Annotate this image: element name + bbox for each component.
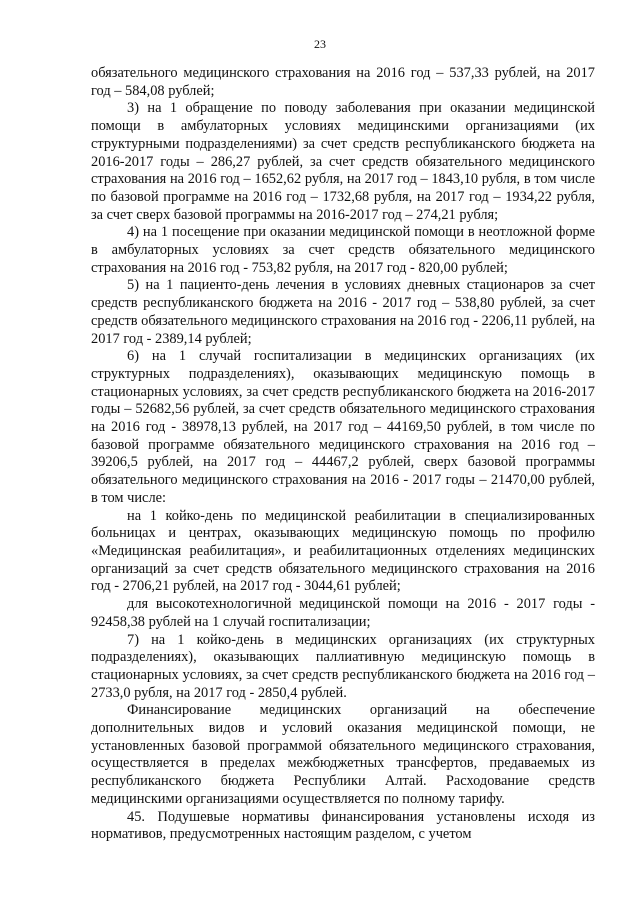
paragraph-financing: Финансирование медицинских организаций на обеспечение дополнительных видов и условий оказания медицинской помощи, не установленных базовой программой обязательного медицинского страхования, осуществляется в пределах межбюджетных трансфертов, предаваемых из республиканского бюджета Республики Алтай. Расходование средств медицинскими организациями осуществляется по полному тарифу. bbox=[91, 702, 595, 807]
paragraph-item-5: 5) на 1 пациенто-день лечения в условиях дневных стационаров за счет средств республиканского бюджета на 2016 - 2017 год – 538,80 рублей, за счет средств обязательного медицинского страхования на 2016 год - 2206,11 рублей, на 2017 год - 2389,14 рублей; bbox=[91, 277, 595, 347]
paragraph-item-4: 4) на 1 посещение при оказании медицинской помощи в неотложной форме в амбулаторных условиях за счет средств обязательного медицинского страхования на 2016 год - 753,82 рубля, на 2017 год - 820,00 рублей; bbox=[91, 224, 595, 276]
paragraph-high-tech-care: для высокотехнологичной медицинской помощи на 2016 - 2017 годы - 92458,38 рублей на 1 случай госпитализации; bbox=[91, 596, 595, 630]
paragraph-continuation: обязательного медицинского страхования на 2016 год – 537,33 рублей, на 2017 год – 584,08 рублей; bbox=[91, 65, 595, 99]
paragraph-item-3: 3) на 1 обращение по поводу заболевания при оказании медицинской помощи в амбулаторных условиях медицинскими организациями (их структурными подразделениями) за счет средств республиканского бюджета на 2016-2017 годы – 286,27 рублей, за счет средств обязательного медицинского страхования на 2016 год – 1652,62 рубля, на 2017 год – 1843,10 рубля, в том числе по базовой программе на 2016 год – 1732,68 рубля, на 2017 год – 1934,22 рубля, за счет сверх базовой программы на 2016-2017 год – 274,21 рубля; bbox=[91, 100, 595, 223]
paragraph-item-7: 7) на 1 койко-день в медицинских организациях (их структурных подразделениях), оказывающих паллиативную медицинскую помощь в стационарных условиях, за счет средств республиканского бюджета на 2016 год – 2733,0 рубля, на 2017 год - 2850,4 рублей. bbox=[91, 631, 595, 701]
document-body bbox=[91, 65, 595, 844]
paragraph-item-6: 6) на 1 случай госпитализации в медицинских организациях (их структурных подразделениях), оказывающих медицинскую помощь в стационарных условиях, за счет средств республиканского бюджета на 2016-2017 годы – 52682,56 рублей, за счет средств обязательного медицинского страхования на 2016 год - 38978,13 рублей, на 2017 год – 44169,50 рублей, в том числе по базовой программе обязательного медицинского страхования на 2016 год – 39206,5 рублей, на 2017 год – 44467,2 рублей, сверх базовой программы обязательного медицинского страхования на 2016 - 2017 годы – 21470,00 рублей, в том числе: bbox=[91, 348, 595, 506]
paragraph-section-45: 45. Подушевые нормативы финансирования установлены исходя из нормативов, предусмотренных настоящим разделом, с учетом bbox=[91, 808, 595, 843]
page-number: 23 bbox=[314, 37, 326, 51]
paragraph-rehabilitation: на 1 койко-день по медицинской реабилитации в специализированных больницах и центрах, оказывающих медицинскую помощь по профилю «Медицинская реабилитация», и реабилитационных отделениях медицинских организаций за счет средств обязательного медицинского страхования на 2016 год - 2706,21 рублей, на 2017 год - 3044,61 рублей; bbox=[91, 507, 595, 595]
